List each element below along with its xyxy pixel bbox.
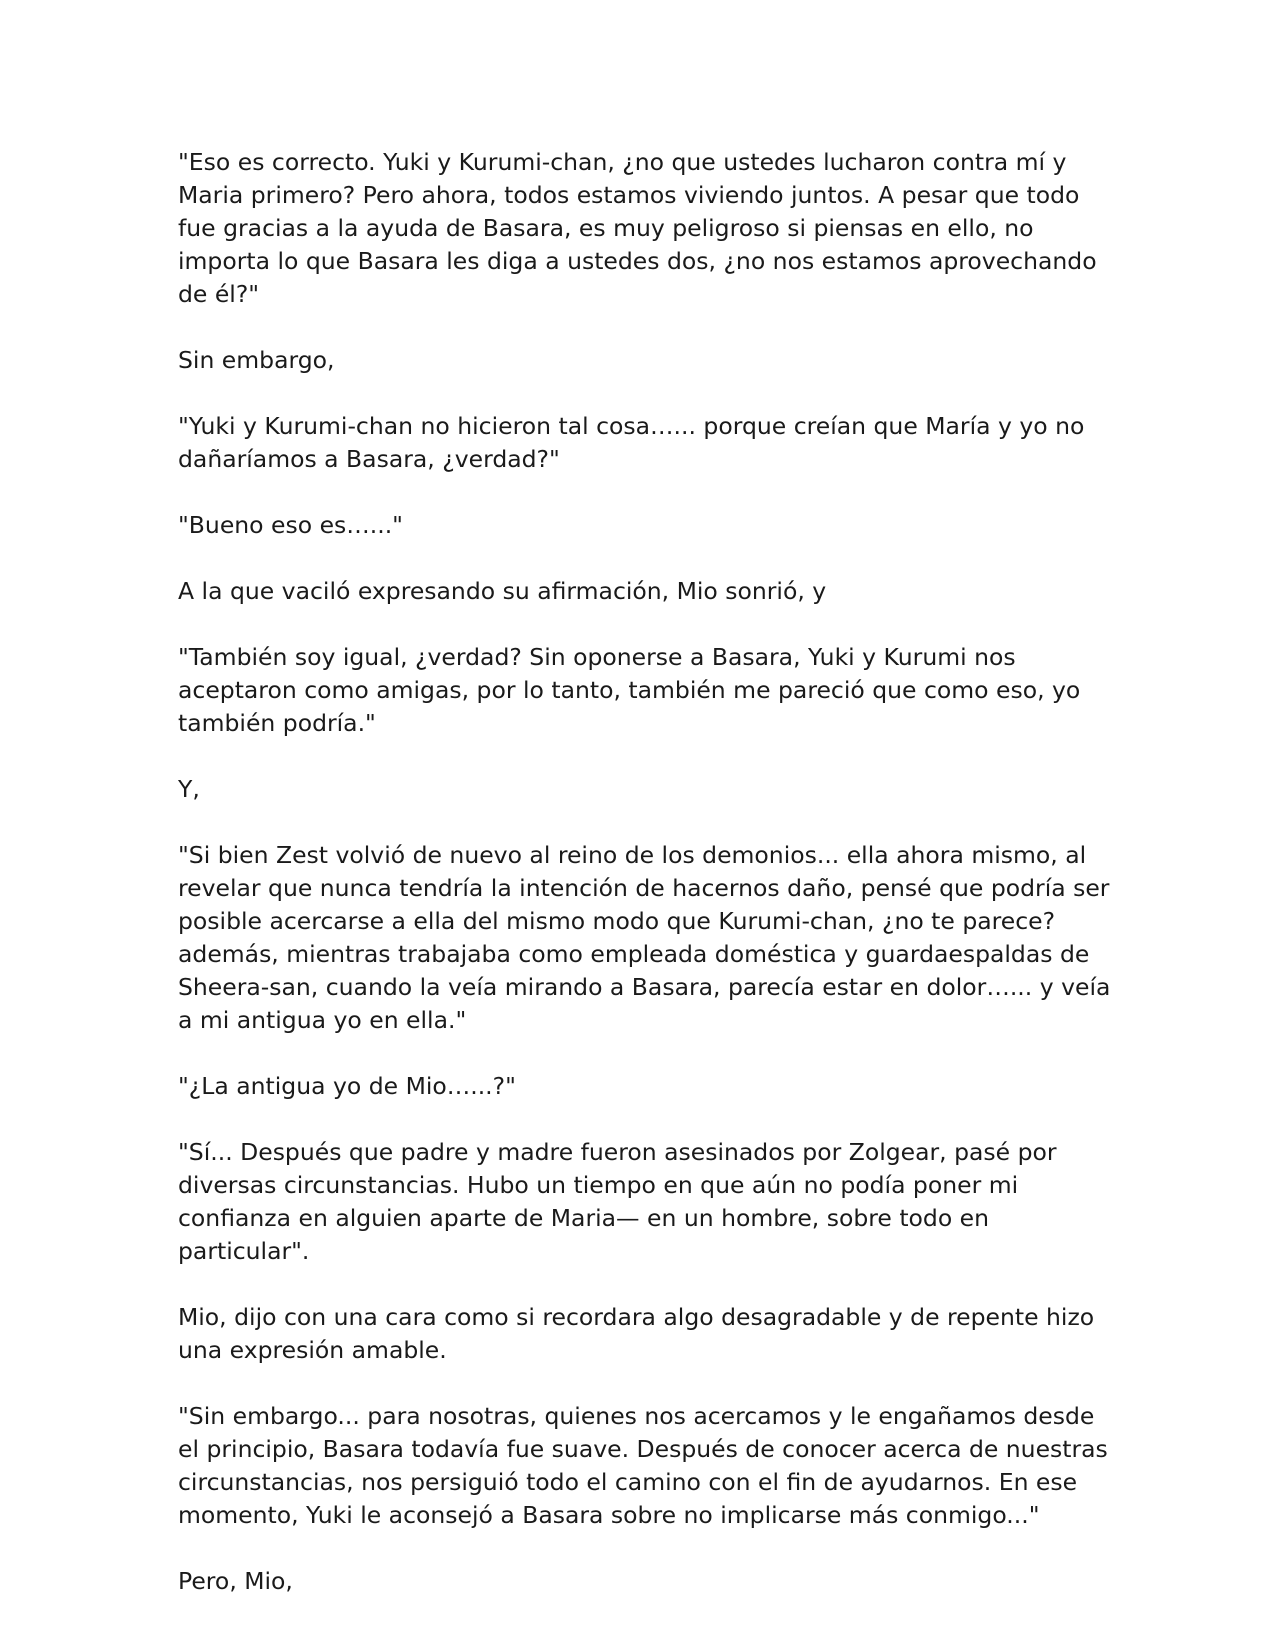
paragraph: "Bueno eso es…..." <box>178 511 403 539</box>
paragraph: "Eso es correcto. Yuki y Kurumi-chan, ¿no que ustedes lucharon contra mí y Maria primero? Pero ahora, todos estamos viviendo juntos. A pesar que todo fue gracias a la ayuda de Basara, es muy peligroso si piensas en ello, no importa lo que Basara les diga a ustedes dos, ¿no nos estamos aprovechando de él?" <box>178 148 1097 308</box>
paragraph: "Yuki y Kurumi-chan no hicieron tal cosa…... porque creían que María y yo no dañaríamos a Basara, ¿verdad?" <box>178 412 1085 473</box>
paragraph: A la que vaciló expresando su afirmación, Mio sonrió, y <box>178 577 827 605</box>
document-page <box>178 146 1118 1631</box>
paragraph: "Si bien Zest volvió de nuevo al reino de los demonios... ella ahora mismo, al revelar que nunca tendría la intención de hacernos daño, pensé que podría ser posible acercarse a ella del mismo modo que Kurumi-chan, ¿no te parece? además, mientras trabajaba como empleada doméstica y guardaespaldas de Sheera-san, cuando la veía mirando a Basara, parecía estar en dolor…... y veía a mi antigua yo en ella." <box>178 841 1111 1034</box>
paragraph: "También soy igual, ¿verdad? Sin oponerse a Basara, Yuki y Kurumi nos aceptaron como amigas, por lo tanto, también me pareció que como eso, yo también podría." <box>178 643 1081 737</box>
paragraph: "Sí... Después que padre y madre fueron asesinados por Zolgear, pasé por diversas circunstancias. Hubo un tiempo en que aún no podía poner mi confianza en alguien aparte de Maria— en un hombre, sobre todo en particular". <box>178 1138 1057 1265</box>
paragraph: "Sin embargo... para nosotras, quienes nos acercamos y le engañamos desde el principio, Basara todavía fue suave. Después de conocer acerca de nuestras circunstancias, nos persiguió todo el camino con el fin de ayudarnos. En ese momento, Yuki le aconsejó a Basara sobre no implicarse más conmigo..." <box>178 1402 1108 1529</box>
paragraph: Sin embargo, <box>178 346 335 374</box>
paragraph: Mio, dijo con una cara como si recordara algo desagradable y de repente hizo una expresión amable. <box>178 1303 1095 1364</box>
paragraph: Pero, Mio, <box>178 1567 293 1595</box>
paragraph: "¿La antigua yo de Mio…...?" <box>178 1072 516 1100</box>
paragraph: Y, <box>178 775 200 803</box>
